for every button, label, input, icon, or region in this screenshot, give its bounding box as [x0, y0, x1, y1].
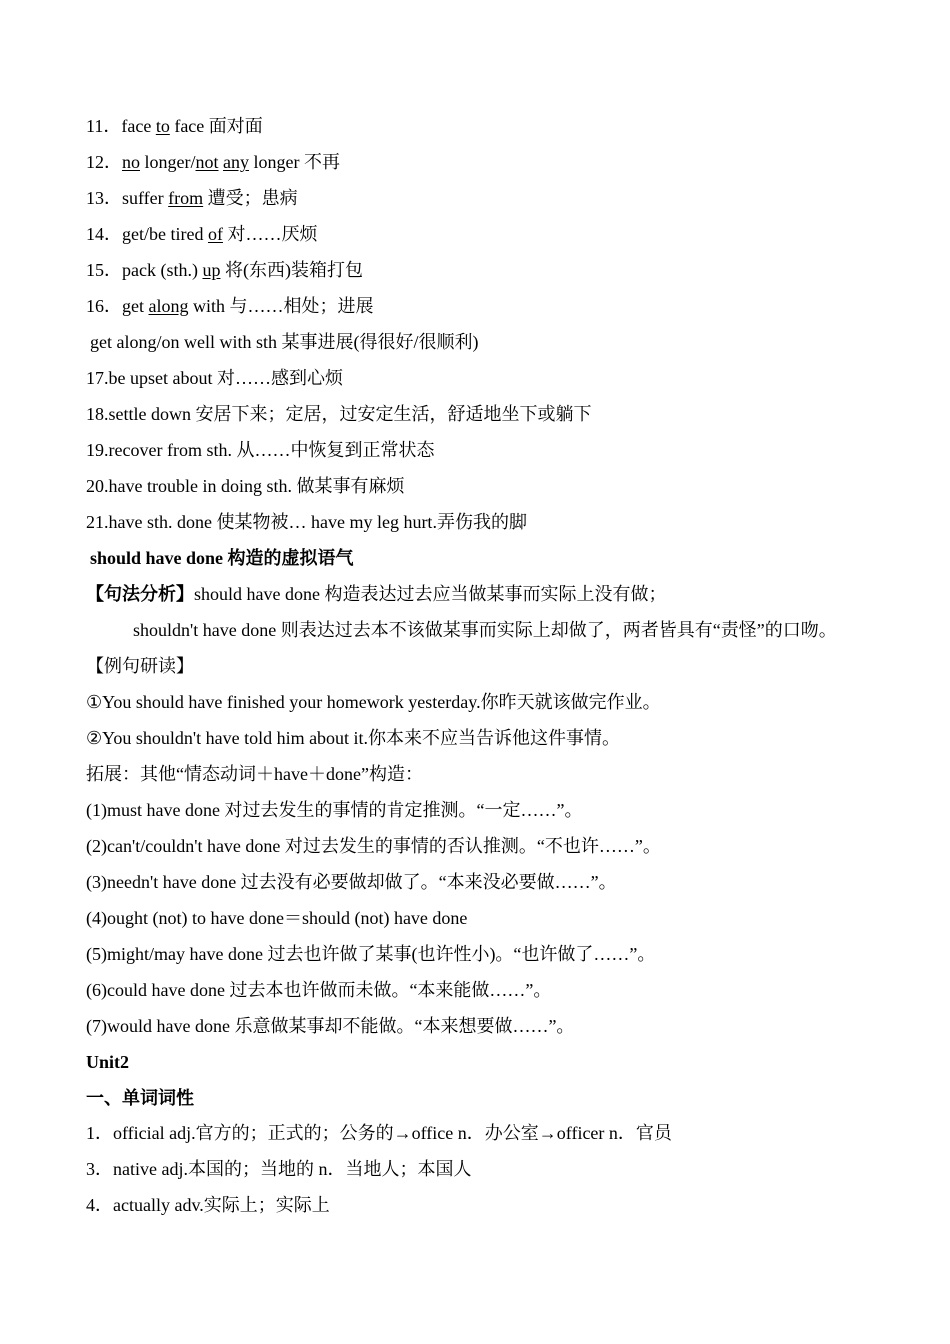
underlined-word: any	[223, 152, 250, 172]
underlined-word: to	[155, 116, 170, 136]
underlined-word: along	[148, 296, 189, 316]
phrase-line-21: 21.have sth. done 使某物被… have my leg hurt.弄伤我的脚	[86, 512, 527, 532]
note-get-along: get along/on well with sth 某事进展(得很好/很顺利)	[90, 332, 479, 352]
section-heading: 一、单词词性	[86, 1088, 194, 1108]
example-sentence-1: ①You should have finished your homework yesterday.你昨天就该做完作业。	[86, 692, 661, 712]
modal-item-5: (5)might/may have done 过去也许做了某事(也许性小)。“也许做了……”。	[86, 944, 656, 964]
word-entry-1: 1．official adj.官方的；正式的；公务的→office n．办公室→officer n．官员	[86, 1123, 672, 1143]
syntax-analysis-continued: shouldn't have done 则表达过去本不该做某事而实际上却做了，两者皆具有“责怪”的口吻。	[133, 620, 837, 640]
modal-item-7: (7)would have done 乐意做某事却不能做。“本来想要做……”。	[86, 1016, 575, 1036]
underlined-word: not	[195, 152, 219, 172]
phrase-line-19: 19.recover from sth. 从……中恢复到正常状态	[86, 440, 435, 460]
phrase-line-12: 12．no longer/not any longer 不再	[86, 152, 340, 172]
phrase-line-16: 16．get along with 与……相处；进展	[86, 296, 374, 316]
example-sentence-2: ②You shouldn't have told him about it.你本来不应当告诉他这件事情。	[86, 728, 621, 748]
grammar-heading: should have done 构造的虚拟语气	[90, 548, 354, 568]
underlined-word: up	[202, 260, 221, 280]
modal-item-1: (1)must have done 对过去发生的事情的肯定推测。“一定……”。	[86, 800, 583, 820]
unit-title: Unit2	[86, 1052, 130, 1072]
analysis-label: 【句法分析】	[86, 584, 194, 604]
modal-item-6: (6)could have done 过去本也许做而未做。“本来能做……”。	[86, 980, 552, 1000]
modal-item-2: (2)can't/couldn't have done 对过去发生的事情的否认推测。“不也许……”。	[86, 836, 661, 856]
modal-item-3: (3)needn't have done 过去没有必要做却做了。“本来没必要做……”。	[86, 872, 617, 892]
phrase-line-20: 20.have trouble in doing sth. 做某事有麻烦	[86, 476, 405, 496]
word-entry-3: 3．native adj.本国的；当地的 n．当地人；本国人	[86, 1159, 472, 1179]
phrase-line-14: 14．get/be tired of 对……厌烦	[86, 224, 318, 244]
syntax-analysis: 【句法分析】should have done 构造表达过去应当做某事而实际上没有做；	[86, 584, 667, 604]
word-entry-4: 4．actually adv.实际上；实际上	[86, 1195, 330, 1215]
extension-intro: 拓展：其他“情态动词＋have＋done”构造：	[86, 764, 423, 784]
example-label: 【例句研读】	[86, 656, 194, 676]
modal-item-4: (4)ought (not) to have done＝should (not) have done	[86, 908, 468, 928]
phrase-line-11: 11．face to face 面对面	[86, 116, 263, 136]
underlined-word: no	[122, 152, 140, 172]
phrase-line-18: 18.settle down 安居下来；定居，过安定生活，舒适地坐下或躺下	[86, 404, 592, 424]
phrase-line-17: 17.be upset about 对……感到心烦	[86, 368, 343, 388]
underlined-word: from	[168, 188, 204, 208]
phrase-line-15: 15．pack (sth.) up 将(东西)装箱打包	[86, 260, 363, 280]
underlined-word: of	[207, 224, 223, 244]
phrase-line-13: 13．suffer from 遭受；患病	[86, 188, 298, 208]
